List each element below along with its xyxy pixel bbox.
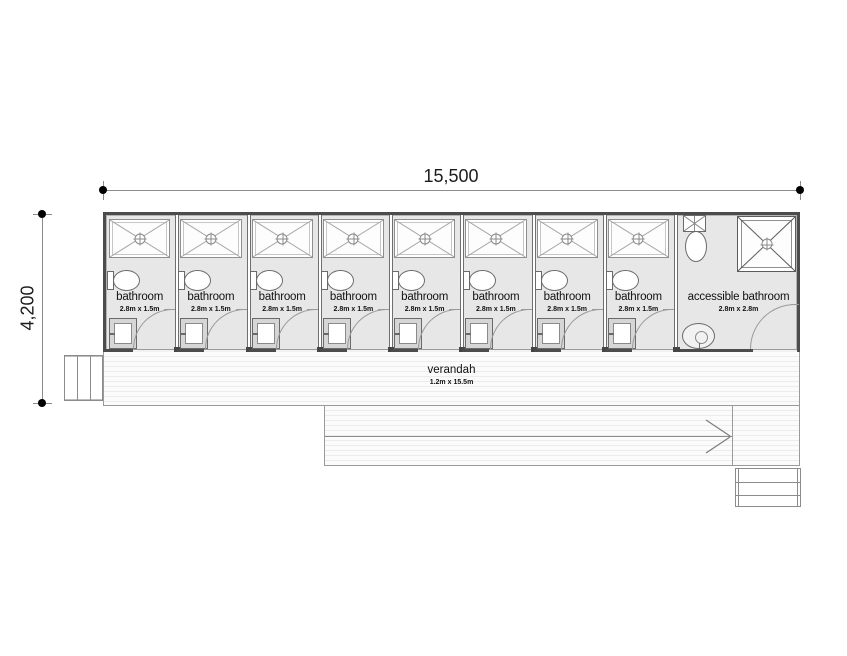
shower-tray — [394, 219, 455, 258]
sink-tap — [252, 333, 258, 335]
dimension-endpoint-dot — [99, 186, 107, 194]
sink-tap — [537, 333, 543, 335]
verandah — [103, 352, 800, 406]
bathroom-room — [605, 215, 672, 349]
door-leaf — [449, 309, 460, 310]
height-dimension-line — [42, 214, 43, 403]
door-leaf — [164, 309, 175, 310]
door-swing — [347, 309, 387, 349]
sink-tap — [109, 333, 115, 335]
dimension-endpoint-dot — [38, 210, 46, 218]
sink-tap — [394, 333, 400, 335]
bathroom-room — [249, 215, 316, 349]
direction-arrow-icon — [704, 416, 732, 458]
room-dimensions: 2.8m x 1.5m — [476, 306, 516, 313]
bathroom-room — [177, 215, 244, 349]
sink-tap — [465, 333, 471, 335]
room-label: bathroom — [187, 291, 235, 303]
ramp-edge-line — [325, 436, 732, 437]
door-leaf — [307, 309, 318, 310]
ramp — [324, 406, 732, 466]
room-dimensions: 2.8m x 1.5m — [618, 306, 659, 313]
toilet-icon — [398, 270, 425, 291]
shower-drain-icon — [134, 233, 145, 244]
door-leaf — [378, 309, 389, 310]
stair-stringer-line — [797, 469, 798, 506]
shower-drain-icon — [562, 233, 573, 244]
sink-basin — [257, 323, 275, 344]
shower-drain-icon — [490, 233, 501, 244]
bathroom-room — [534, 215, 601, 349]
dimension-endpoint-dot — [796, 186, 804, 194]
toilet-icon — [541, 270, 568, 291]
shower-tray — [180, 219, 241, 258]
room-dimensions: 2.8m x 1.5m — [333, 306, 374, 313]
accessible-bathroom-room — [680, 215, 797, 349]
stair-tread-line — [77, 356, 78, 400]
partition-wall — [674, 215, 678, 352]
toilet-icon — [184, 270, 211, 291]
toilet-icon — [256, 270, 283, 291]
sink-tap — [608, 333, 614, 335]
shower-drain-icon — [205, 233, 216, 244]
verandah-dimensions: 1.2m x 15.5m — [429, 379, 474, 386]
toilet-icon — [113, 270, 140, 291]
sink-tap — [180, 333, 186, 335]
room-label: accessible bathroom — [687, 291, 790, 303]
door-swing — [205, 309, 245, 349]
shower-tray — [323, 219, 384, 258]
room-dimensions: 2.8m x 1.5m — [262, 306, 302, 313]
room-label: bathroom — [614, 291, 662, 303]
sink-icon — [682, 323, 715, 349]
shower-tray — [465, 219, 526, 258]
sink-icon — [180, 318, 208, 349]
shower-drain-icon — [419, 233, 430, 244]
dimension-endpoint-dot — [38, 399, 46, 407]
room-dimensions: 2.8m x 1.5m — [191, 306, 231, 313]
toilet-icon — [469, 270, 496, 291]
shower-drain-icon — [761, 239, 772, 250]
room-label: bathroom — [543, 291, 591, 303]
verandah-label: verandah — [427, 364, 476, 376]
shower-drain-icon — [277, 233, 288, 244]
stair-stringer-line — [738, 469, 739, 506]
sink-basin — [695, 331, 708, 344]
door-leaf — [236, 309, 247, 310]
stair-tread-line — [90, 356, 91, 400]
sink-basin — [470, 323, 488, 344]
sink-basin — [328, 323, 346, 344]
landing-platform — [732, 406, 800, 466]
room-label: bathroom — [258, 291, 306, 303]
sink-basin — [185, 323, 203, 344]
room-dimensions: 2.8m x 2.8m — [718, 306, 759, 313]
shower-tray — [608, 219, 669, 258]
bathroom-room — [320, 215, 387, 349]
door-swing — [276, 309, 316, 349]
room-label: bathroom — [472, 291, 520, 303]
width-dimension-label: 15,500 — [423, 166, 479, 186]
building-interior — [106, 215, 797, 352]
shower-drain-icon — [633, 233, 644, 244]
room-dimensions: 2.8m x 1.5m — [119, 306, 160, 313]
door-leaf — [663, 309, 674, 310]
sink-basin — [114, 323, 132, 344]
door-swing — [632, 309, 672, 349]
shower-tray — [537, 219, 598, 258]
accessible-shower-tray — [737, 216, 796, 272]
room-label: bathroom — [401, 291, 449, 303]
toilet-cistern-icon — [683, 215, 706, 232]
sink-icon — [465, 318, 493, 349]
height-dimension-label: 4,200 — [17, 285, 38, 331]
shower-drain-icon — [348, 233, 359, 244]
bathroom-room — [391, 215, 458, 349]
door-swing — [561, 309, 601, 349]
bathroom-room — [106, 215, 173, 349]
shower-tray — [252, 219, 313, 258]
stair-tread-line — [736, 495, 800, 496]
door-swing — [418, 309, 458, 349]
stair-tread-line — [736, 482, 800, 483]
bathroom-room — [462, 215, 529, 349]
room-dimensions: 2.8m x 1.5m — [547, 306, 587, 313]
sink-basin — [399, 323, 417, 344]
bathroom-block — [103, 212, 800, 352]
sink-basin — [542, 323, 560, 344]
shower-tray — [109, 219, 170, 258]
door-swing — [490, 309, 530, 349]
sink-tap — [323, 333, 329, 335]
toilet-icon — [327, 270, 354, 291]
room-label: bathroom — [329, 291, 377, 303]
door-swing — [133, 309, 173, 349]
toilet-icon — [685, 231, 707, 262]
stairs-right — [735, 468, 801, 507]
width-dimension-line — [103, 190, 800, 191]
room-label: bathroom — [116, 291, 164, 303]
sink-basin — [613, 323, 631, 344]
toilet-icon — [612, 270, 639, 291]
room-dimensions: 2.8m x 1.5m — [404, 306, 445, 313]
door-leaf — [521, 309, 532, 310]
door-leaf — [592, 309, 603, 310]
door-leaf — [791, 304, 799, 305]
stairs-left — [64, 355, 103, 401]
